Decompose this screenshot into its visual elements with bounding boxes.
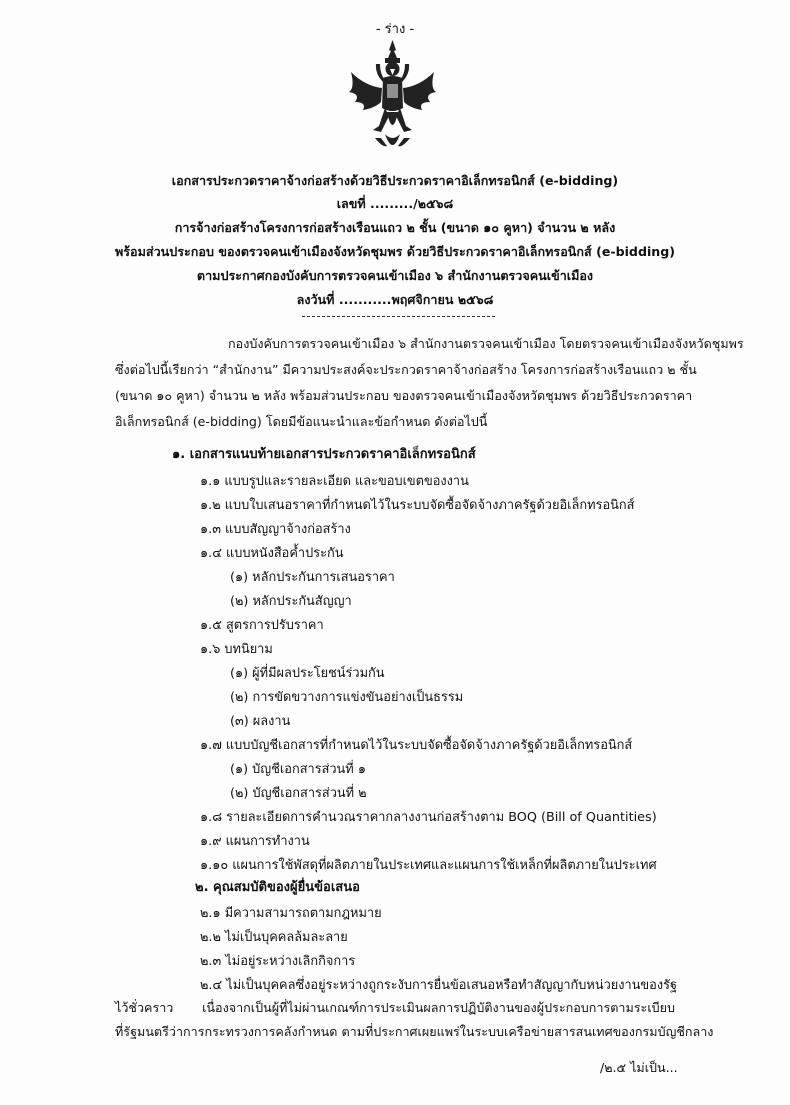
list-item: ๑.๕ สูตรการปรับราคา bbox=[200, 618, 324, 633]
section-2-heading: ๒. คุณสมบัติของผู้ยื่นข้อเสนอ bbox=[195, 880, 360, 895]
divider bbox=[302, 316, 495, 317]
list-subitem: (๑) ผู้ที่มีผลประโยชน์ร่วมกัน bbox=[230, 666, 385, 681]
section-1-heading: ๑. เอกสารแนบท้ายเอกสารประกวดราคาอิเล็กทรอนิกส์ bbox=[172, 447, 476, 462]
list-item: ๑.๓ แบบสัญญาจ้างก่อสร้าง bbox=[200, 522, 351, 537]
announcement-line: ตามประกาศกองบังคับการตรวจคนเข้าเมือง ๖ สำนักงานตรวจคนเข้าเมือง bbox=[196, 268, 594, 283]
intro-line-2: ซึ่งต่อไปนี้เรียกว่า “สำนักงาน” มีความประสงค์จะประกวดราคาจ้างก่อสร้าง โครงการก่อสร้างเรือนแถว ๒ ชั้น bbox=[115, 362, 697, 377]
list-subitem: (๑) บัญชีเอกสารส่วนที่ ๑ bbox=[230, 762, 366, 777]
intro-line-4: อิเล็กทรอนิกส์ (e-bidding) โดยมีข้อแนะนำและข้อกำหนด ดังต่อไปนี้ bbox=[115, 414, 488, 429]
list-subitem: (๓) ผลงาน bbox=[230, 714, 291, 729]
list-subitem: (๒) หลักประกันสัญญา bbox=[230, 594, 352, 609]
list-item: ๑.๘ รายละเอียดการคำนวณราคากลางงานก่อสร้างตาม BOQ (Bill of Quantities) bbox=[200, 810, 657, 825]
project-title: การจ้างก่อสร้างโครงการก่อสร้างเรือนแถว ๒ ชั้น (ขนาด ๑๐ คูหา) จำนวน ๒ หลัง bbox=[174, 220, 616, 235]
list-item: ๑.๗ แบบบัญชีเอกสารที่กำหนดไว้ในระบบจัดซื้อจัดจ้างภาครัฐด้วยอิเล็กทรอนิกส์ bbox=[200, 738, 633, 753]
list-item: ๑.๖ บทนิยาม bbox=[200, 642, 273, 657]
garuda-emblem-icon bbox=[345, 38, 440, 156]
intro-line-3: (ขนาด ๑๐ คูหา) จำนวน ๒ หลัง พร้อมส่วนประกอบ ของตรวจคนเข้าเมืองจังหวัดชุมพร ด้วยวิธีประกวดราคา bbox=[115, 388, 693, 403]
intro-line-1: กองบังคับการตรวจคนเข้าเมือง ๖ สำนักงานตรวจคนเข้าเมือง โดยตรวจคนเข้าเมืองจังหวัดชุมพร bbox=[228, 336, 744, 351]
draft-mark: - ร่าง - bbox=[375, 22, 415, 37]
list-item: ๑.๑๐ แผนการใช้พัสดุที่ผลิตภายในประเทศและแผนการใช้เหล็กที่ผลิตภายในประเทศ bbox=[200, 858, 657, 873]
date-line: ลงวันที่ ...........พฤศจิกายน ๒๕๖๘ bbox=[296, 292, 494, 307]
list-item: ๑.๔ แบบหนังสือค้ำประกัน bbox=[200, 546, 344, 561]
list-subitem: (๑) หลักประกันการเสนอราคา bbox=[230, 570, 395, 585]
list-item: ๑.๙ แผนการทำงาน bbox=[200, 834, 310, 849]
doc-number: เลขที่ ........./๒๕๖๘ bbox=[336, 196, 454, 211]
list-item: ๒.๓ ไม่อยู่ระหว่างเลิกกิจการ bbox=[200, 954, 356, 969]
list-item: ๒.๔ ไม่เป็นบุคคลซึ่งอยู่ระหว่างถูกระงับการยื่นข้อเสนอหรือทำสัญญากับหน่วยงานของรัฐ bbox=[200, 978, 678, 993]
continuation-note: /๒.๕ ไม่เป็น... bbox=[600, 1060, 678, 1075]
list-item: ๒.๑ มีความสามารถตามกฎหมาย bbox=[200, 906, 382, 921]
para-line: ไว้ชั่วคราว เนื่องจากเป็นผู้ที่ไม่ผ่านเกณฑ์การประเมินผลการปฏิบัติงานของผู้ประกอบการตามระเบียบ bbox=[115, 1000, 675, 1015]
list-item: ๑.๒ แบบใบเสนอราคาที่กำหนดไว้ในระบบจัดซื้อจัดจ้างภาครัฐด้วยอิเล็กทรอนิกส์ bbox=[200, 498, 635, 513]
list-item: ๑.๑ แบบรูปและรายละเอียด และขอบเขตของงาน bbox=[200, 474, 469, 489]
doc-title: เอกสารประกวดราคาจ้างก่อสร้างด้วยวิธีประกวดราคาอิเล็กทรอนิกส์ (e-bidding) bbox=[171, 173, 619, 188]
list-item: ๒.๒ ไม่เป็นบุคคลล้มละลาย bbox=[200, 930, 348, 945]
para-line: ที่รัฐมนตรีว่าการกระทรวงการคลังกำหนด ตามที่ประกาศเผยแพร่ในระบบเครือข่ายสารสนเทศของกรมบัญชีกลาง bbox=[115, 1024, 714, 1039]
list-subitem: (๒) บัญชีเอกสารส่วนที่ ๒ bbox=[230, 786, 367, 801]
list-subitem: (๒) การขัดขวางการแข่งขันอย่างเป็นธรรม bbox=[230, 690, 464, 705]
project-subtitle: พร้อมส่วนประกอบ ของตรวจคนเข้าเมืองจังหวัดชุมพร ด้วยวิธีประกวดราคาอิเล็กทรอนิกส์ (e-bidding) bbox=[114, 244, 676, 259]
